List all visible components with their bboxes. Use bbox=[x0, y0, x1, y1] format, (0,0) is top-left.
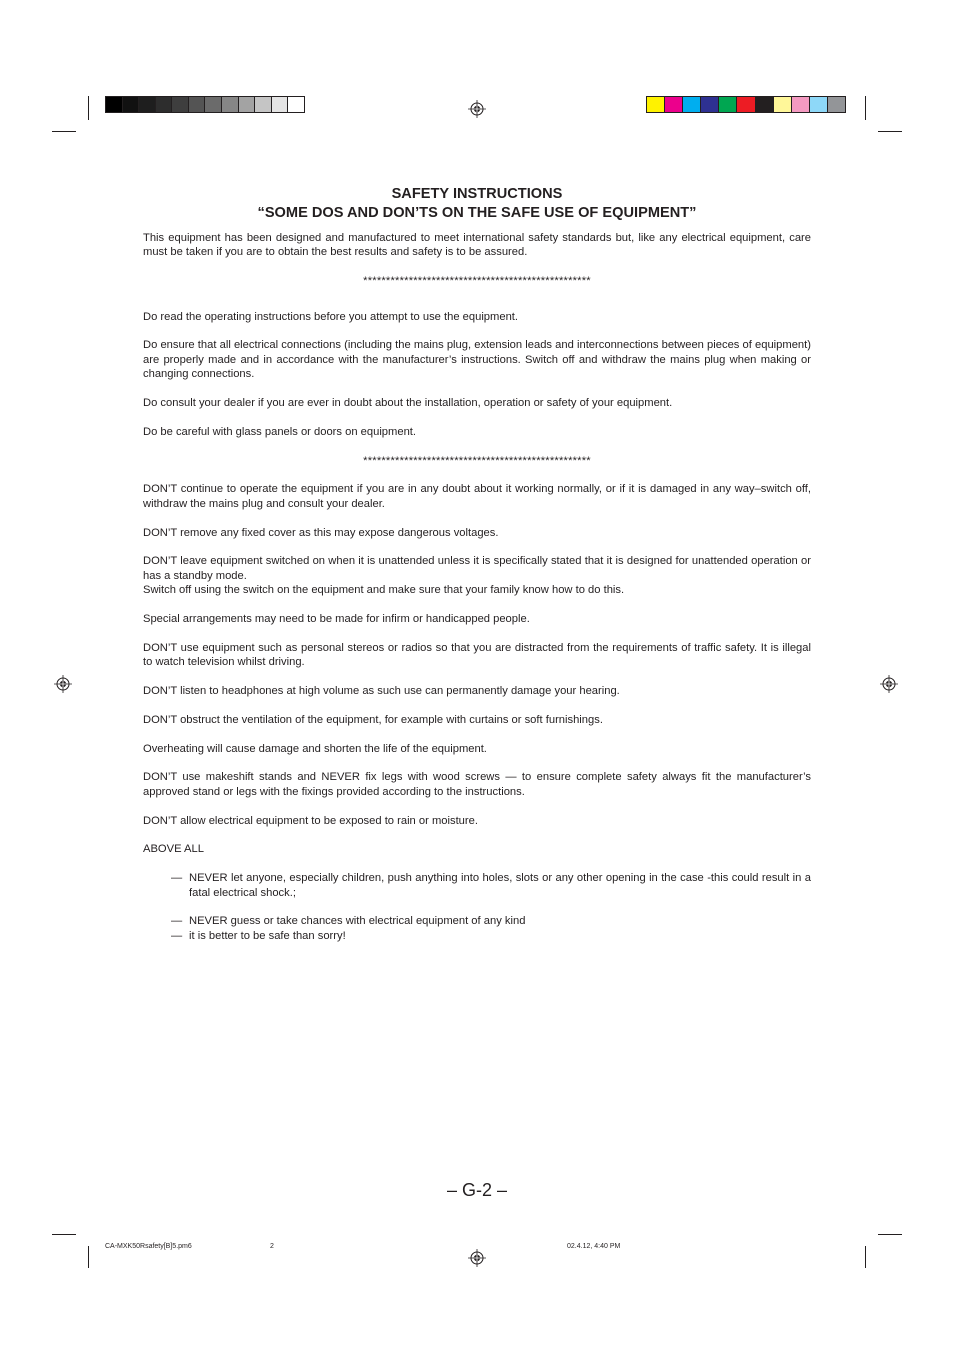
dash-bullet: — bbox=[171, 929, 183, 942]
dont-item: Special arrangements may need to be made for infirm or handicapped people. bbox=[143, 613, 530, 626]
bullet-text: NEVER let anyone, especially children, push anything into holes, slots or any other opening in the case -this could result in a fatal electrical shock.; bbox=[189, 872, 811, 899]
color-swatch bbox=[665, 97, 683, 112]
intro-paragraph: This equipment has been designed and manufactured to meet international safety standards but, like any electrical equipment, care must be taken if you are to obtain the best results and safety is to be assured. bbox=[143, 232, 811, 259]
color-swatch bbox=[792, 97, 810, 112]
color-swatch bbox=[737, 97, 755, 112]
separator: ************************************************** bbox=[363, 275, 591, 288]
color-swatch bbox=[156, 97, 173, 112]
color-swatch bbox=[106, 97, 123, 112]
color-swatch bbox=[719, 97, 737, 112]
title-line-1: SAFETY INSTRUCTIONS bbox=[391, 186, 563, 202]
crop-mark bbox=[88, 96, 89, 120]
color-swatch bbox=[239, 97, 256, 112]
above-all-bullet bbox=[143, 914, 811, 928]
color-swatch bbox=[810, 97, 828, 112]
color-swatch bbox=[189, 97, 206, 112]
dont-item: DON’T leave equipment switched on when it is unattended unless it is specifically stated that it is designed for unattended operation or has a standby mode. bbox=[143, 555, 811, 582]
do-item: Do ensure that all electrical connections (including the mains plug, extension leads and interconnections between pieces of equipment) are properly made and in accordance with the manufacturer’s instructions. Switch off and withdraw the mains plug when making or changing connections. bbox=[143, 339, 811, 381]
crop-mark bbox=[865, 1246, 866, 1268]
separator: ************************************************** bbox=[363, 454, 591, 467]
crop-mark bbox=[52, 1234, 76, 1235]
color-swatch bbox=[222, 97, 239, 112]
footer-filename: CA-MXK50Rsafety[B]5.pm6 bbox=[105, 1243, 192, 1250]
color-swatch bbox=[255, 97, 272, 112]
dash-bullet: — bbox=[171, 872, 183, 885]
registration-mark-icon bbox=[468, 100, 486, 118]
above-all-bullet bbox=[143, 929, 811, 943]
dont-item: DON’T listen to headphones at high volume as such use can permanently damage your hearing. bbox=[143, 685, 620, 698]
color-swatch bbox=[683, 97, 701, 112]
dont-item: DON’T allow electrical equipment to be exposed to rain or moisture. bbox=[143, 814, 478, 827]
above-all-bullet bbox=[143, 871, 811, 900]
process-color-bar bbox=[646, 96, 846, 113]
color-swatch bbox=[172, 97, 189, 112]
page-number: – G-2 – bbox=[446, 1180, 508, 1200]
crop-mark bbox=[52, 131, 76, 132]
title-line-2: “SOME DOS AND DON’TS ON THE SAFE USE OF EQUIPMENT” bbox=[257, 205, 697, 221]
color-swatch bbox=[701, 97, 719, 112]
color-swatch bbox=[288, 97, 304, 112]
safety-instructions-body bbox=[143, 185, 811, 958]
crop-mark bbox=[88, 1246, 89, 1268]
footer-timestamp: 02.4.12, 4:40 PM bbox=[567, 1243, 621, 1250]
color-swatch bbox=[272, 97, 289, 112]
dont-item: DON’T remove any fixed cover as this may expose dangerous voltages. bbox=[143, 526, 499, 539]
dont-item: Overheating will cause damage and shorten the life of the equipment. bbox=[143, 742, 487, 755]
color-swatch bbox=[774, 97, 792, 112]
do-item: Do read the operating instructions before you attempt to use the equipment. bbox=[143, 310, 519, 323]
color-swatch bbox=[123, 97, 140, 112]
do-item: Do consult your dealer if you are ever in doubt about the installation, operation or safety of your equipment. bbox=[143, 397, 673, 410]
crop-mark bbox=[878, 131, 902, 132]
above-all-heading: ABOVE ALL bbox=[143, 843, 204, 856]
registration-mark-icon bbox=[54, 675, 72, 693]
dash-bullet: — bbox=[171, 915, 183, 928]
color-swatch bbox=[139, 97, 156, 112]
bullet-text: it is better to be safe than sorry! bbox=[189, 929, 346, 942]
do-item: Do be careful with glass panels or doors on equipment. bbox=[143, 425, 417, 438]
dont-item: DON’T use makeshift stands and NEVER fix legs with wood screws — to ensure complete safety always fit the manufacturer’s approved stand or legs with the fixings provided according to the instructions. bbox=[143, 771, 811, 798]
dont-item: Switch off using the switch on the equipment and make sure that your family know how to do this. bbox=[143, 584, 625, 597]
color-swatch bbox=[828, 97, 845, 112]
registration-mark-icon bbox=[880, 675, 898, 693]
footer-page: 2 bbox=[270, 1243, 274, 1250]
bullet-text: NEVER guess or take chances with electrical equipment of any kind bbox=[189, 915, 526, 928]
dont-item: DON’T continue to operate the equipment if you are in any doubt about it working normally, or if it is damaged in any way–switch off, withdraw the mains plug and consult your dealer. bbox=[143, 483, 811, 510]
crop-mark bbox=[878, 1234, 902, 1235]
registration-mark-icon bbox=[468, 1249, 486, 1267]
grayscale-color-bar bbox=[105, 96, 305, 113]
dont-item: DON’T use equipment such as personal stereos or radios so that you are distracted from the requirements of traffic safety. It is illegal to watch television whilst driving. bbox=[143, 641, 811, 669]
color-swatch bbox=[205, 97, 222, 112]
crop-mark bbox=[865, 96, 866, 120]
dont-item: DON’T obstruct the ventilation of the equipment, for example with curtains or soft furnishings. bbox=[143, 713, 603, 726]
color-swatch bbox=[756, 97, 774, 112]
color-swatch bbox=[647, 97, 665, 112]
